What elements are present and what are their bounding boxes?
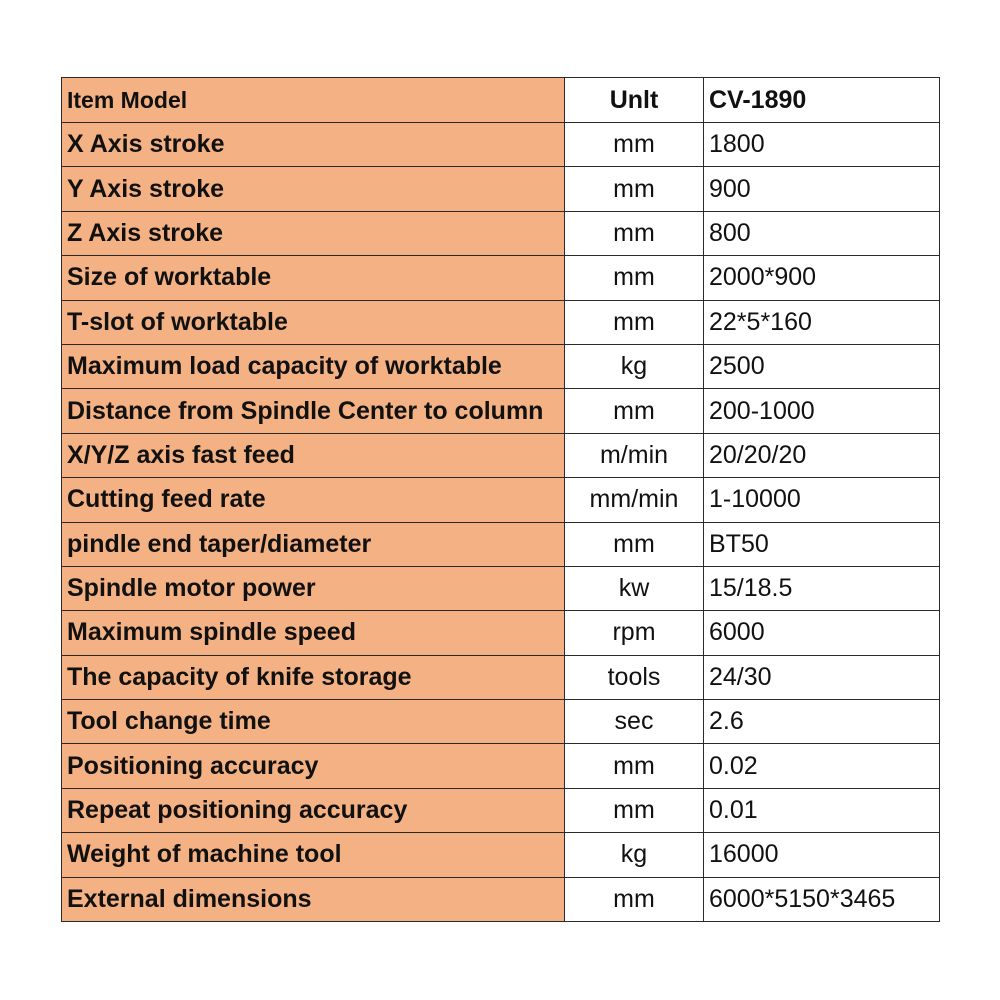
item-cell: Tool change time xyxy=(62,700,565,744)
value-cell: 2000*900 xyxy=(704,256,940,300)
item-cell: Maximum spindle speed xyxy=(62,611,565,655)
table-row xyxy=(62,256,940,300)
value-cell: 0.02 xyxy=(704,744,940,788)
unit-cell: mm xyxy=(565,877,704,921)
unit-cell: mm xyxy=(565,300,704,344)
unit-cell: rpm xyxy=(565,611,704,655)
table-row xyxy=(62,833,940,877)
unit-cell: kg xyxy=(565,833,704,877)
unit-cell: mm/min xyxy=(565,478,704,522)
unit-cell: mm xyxy=(565,256,704,300)
item-cell: Z Axis stroke xyxy=(62,211,565,255)
unit-cell: mm xyxy=(565,211,704,255)
item-cell: Spindle motor power xyxy=(62,566,565,610)
item-cell: Repeat positioning accuracy xyxy=(62,788,565,832)
value-cell: 20/20/20 xyxy=(704,433,940,477)
table-row xyxy=(62,788,940,832)
table-row xyxy=(62,877,940,921)
item-cell: Weight of machine tool xyxy=(62,833,565,877)
item-cell: Cutting feed rate xyxy=(62,478,565,522)
table-row xyxy=(62,300,940,344)
spec-table xyxy=(61,77,940,922)
unit-cell: mm xyxy=(565,788,704,832)
table-row xyxy=(62,522,940,566)
value-cell: 6000 xyxy=(704,611,940,655)
table-row xyxy=(62,167,940,211)
unit-cell: kw xyxy=(565,566,704,610)
value-cell: 15/18.5 xyxy=(704,566,940,610)
value-cell: 16000 xyxy=(704,833,940,877)
unit-cell: mm xyxy=(565,522,704,566)
unit-cell: tools xyxy=(565,655,704,699)
value-cell: BT50 xyxy=(704,522,940,566)
item-cell: Positioning accuracy xyxy=(62,744,565,788)
item-cell: Maximum load capacity of worktable xyxy=(62,344,565,388)
item-cell: X/Y/Z axis fast feed xyxy=(62,433,565,477)
spec-table-body xyxy=(62,78,940,922)
table-row xyxy=(62,389,940,433)
table-row xyxy=(62,344,940,388)
value-cell: 200-1000 xyxy=(704,389,940,433)
unit-cell: mm xyxy=(565,744,704,788)
table-row xyxy=(62,478,940,522)
item-cell: pindle end taper/diameter xyxy=(62,522,565,566)
unit-cell: mm xyxy=(565,123,704,167)
item-cell: Size of worktable xyxy=(62,256,565,300)
table-row xyxy=(62,655,940,699)
value-cell: 800 xyxy=(704,211,940,255)
value-cell: 1-10000 xyxy=(704,478,940,522)
unit-cell: m/min xyxy=(565,433,704,477)
value-cell: 2500 xyxy=(704,344,940,388)
table-row xyxy=(62,211,940,255)
header-unit: Unlt xyxy=(565,78,704,123)
unit-cell: sec xyxy=(565,700,704,744)
value-cell: 22*5*160 xyxy=(704,300,940,344)
value-cell: 900 xyxy=(704,167,940,211)
header-model-value: CV-1890 xyxy=(704,78,940,123)
spec-sheet xyxy=(61,77,939,922)
value-cell: 1800 xyxy=(704,123,940,167)
value-cell: 2.6 xyxy=(704,700,940,744)
table-row xyxy=(62,611,940,655)
item-cell: T-slot of worktable xyxy=(62,300,565,344)
item-cell: External dimensions xyxy=(62,877,565,921)
unit-cell: kg xyxy=(565,344,704,388)
item-cell: Y Axis stroke xyxy=(62,167,565,211)
table-row xyxy=(62,433,940,477)
value-cell: 24/30 xyxy=(704,655,940,699)
table-row xyxy=(62,744,940,788)
value-cell: 0.01 xyxy=(704,788,940,832)
value-cell: 6000*5150*3465 xyxy=(704,877,940,921)
item-cell: The capacity of knife storage xyxy=(62,655,565,699)
table-row xyxy=(62,123,940,167)
header-row xyxy=(62,78,940,123)
item-cell: Distance from Spindle Center to column xyxy=(62,389,565,433)
table-row xyxy=(62,566,940,610)
item-cell: X Axis stroke xyxy=(62,123,565,167)
unit-cell: mm xyxy=(565,167,704,211)
table-row xyxy=(62,700,940,744)
header-item-model: Item Model xyxy=(62,78,565,123)
unit-cell: mm xyxy=(565,389,704,433)
